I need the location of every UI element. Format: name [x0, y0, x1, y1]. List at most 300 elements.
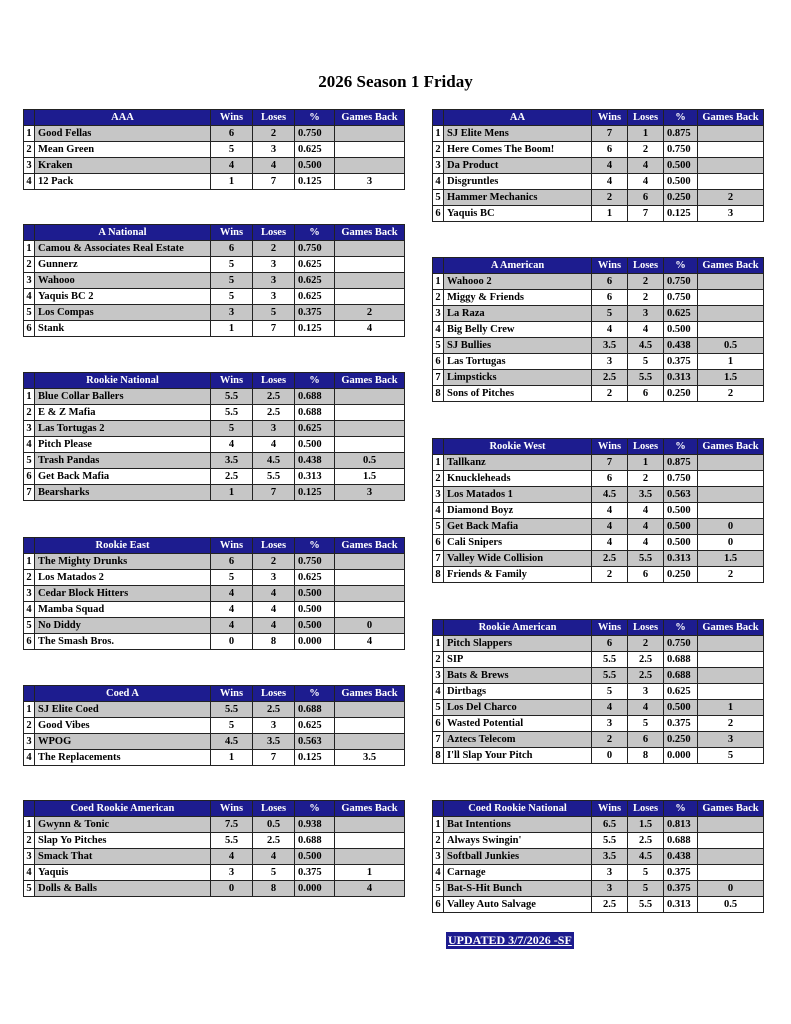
table-row: [433, 126, 764, 142]
table-row: [24, 142, 405, 158]
table-row: [433, 551, 764, 567]
pct-value: 0.688: [295, 833, 335, 849]
pct-value: 0.938: [295, 817, 335, 833]
team-name: Valley Auto Salvage: [444, 897, 592, 913]
games-back-value: 3: [698, 206, 764, 222]
games-back-value: 4: [335, 634, 405, 650]
team-name: Disgruntles: [444, 174, 592, 190]
pct-value: 0.375: [295, 305, 335, 321]
wins-header: Wins: [211, 686, 253, 702]
games-back-value: [335, 849, 405, 865]
loses-value: 4: [628, 503, 664, 519]
table-row: [433, 636, 764, 652]
games-back-header: Games Back: [698, 110, 764, 126]
pct-value: 0.500: [295, 602, 335, 618]
pct-value: 0.500: [295, 586, 335, 602]
standings-table-aa: [432, 109, 764, 222]
rank-number: 5: [433, 190, 444, 206]
wins-header: Wins: [592, 439, 628, 455]
table-row: [24, 750, 405, 766]
loses-value: 2: [253, 241, 295, 257]
wins-header: Wins: [592, 620, 628, 636]
table-row: [433, 338, 764, 354]
rank-number: 1: [433, 126, 444, 142]
wins-value: 1: [592, 206, 628, 222]
games-back-value: [335, 702, 405, 718]
table-row: [433, 158, 764, 174]
loses-header: Loses: [628, 439, 664, 455]
team-name: Wahooo: [35, 273, 211, 289]
loses-value: 5: [628, 865, 664, 881]
wins-value: 4: [592, 322, 628, 338]
team-name: Bats & Brews: [444, 668, 592, 684]
pct-value: 0.375: [295, 865, 335, 881]
rank-number: 2: [24, 257, 35, 273]
team-name: No Diddy: [35, 618, 211, 634]
wins-value: 4: [592, 519, 628, 535]
pct-value: 0.688: [664, 668, 698, 684]
games-back-value: [335, 142, 405, 158]
loses-value: 2: [628, 471, 664, 487]
table-row: [24, 586, 405, 602]
games-back-value: 1.5: [698, 551, 764, 567]
games-back-value: [698, 290, 764, 306]
table-row: [433, 274, 764, 290]
pct-value: 0.438: [295, 453, 335, 469]
standings-table-rookie-national: [23, 372, 405, 501]
table-row: [24, 257, 405, 273]
wins-value: 4: [211, 602, 253, 618]
pct-value: 0.313: [664, 370, 698, 386]
wins-header: Wins: [211, 538, 253, 554]
games-back-value: 0.5: [335, 453, 405, 469]
pct-value: 0.500: [664, 535, 698, 551]
rank-number: 6: [433, 354, 444, 370]
team-name: Camou & Associates Real Estate: [35, 241, 211, 257]
games-back-value: 2: [698, 716, 764, 732]
table-row: [433, 897, 764, 913]
table-row: [24, 389, 405, 405]
games-back-value: [335, 158, 405, 174]
wins-value: 2: [592, 732, 628, 748]
loses-header: Loses: [253, 373, 295, 389]
rank-number: 5: [24, 453, 35, 469]
rank-number: 3: [24, 273, 35, 289]
games-back-header: Games Back: [335, 225, 405, 241]
team-name: Mean Green: [35, 142, 211, 158]
table-row: [433, 519, 764, 535]
wins-value: 4: [592, 158, 628, 174]
rank-number: 2: [24, 142, 35, 158]
pct-value: 0.500: [295, 849, 335, 865]
wins-value: 5.5: [211, 833, 253, 849]
team-name: WPOG: [35, 734, 211, 750]
team-name: Aztecs Telecom: [444, 732, 592, 748]
team-name: Mamba Squad: [35, 602, 211, 618]
team-name: The Mighty Drunks: [35, 554, 211, 570]
loses-value: 3.5: [253, 734, 295, 750]
standings-table-rookie-east: [23, 537, 405, 650]
loses-value: 5: [253, 305, 295, 321]
team-name: Limpsticks: [444, 370, 592, 386]
wins-value: 1: [211, 485, 253, 501]
wins-value: 5.5: [592, 652, 628, 668]
division-name: A National: [35, 225, 211, 241]
table-row: [24, 453, 405, 469]
wins-value: 4: [592, 503, 628, 519]
wins-header: Wins: [211, 373, 253, 389]
standings-table-a-american: [432, 257, 764, 402]
games-back-value: 0.5: [698, 897, 764, 913]
loses-value: 4: [253, 849, 295, 865]
table-row: [433, 833, 764, 849]
table-row: [24, 602, 405, 618]
header-index-cell: [24, 801, 35, 817]
games-back-value: [335, 734, 405, 750]
pct-value: 0.875: [664, 126, 698, 142]
updated-note: UPDATED 3/7/2026 -SF: [448, 933, 572, 947]
header-index-cell: [24, 225, 35, 241]
wins-value: 2.5: [592, 897, 628, 913]
rank-number: 3: [24, 586, 35, 602]
team-name: Los Compas: [35, 305, 211, 321]
loses-value: 1.5: [628, 817, 664, 833]
table-row: [24, 817, 405, 833]
games-back-value: [335, 389, 405, 405]
games-back-value: 5: [698, 748, 764, 764]
team-name: Smack That: [35, 849, 211, 865]
wins-value: 6: [592, 636, 628, 652]
wins-value: 0: [592, 748, 628, 764]
pct-value: 0.125: [295, 750, 335, 766]
games-back-value: [335, 126, 405, 142]
wins-value: 4.5: [211, 734, 253, 750]
games-back-value: 1: [698, 354, 764, 370]
loses-value: 2: [628, 290, 664, 306]
table-row: [24, 321, 405, 337]
wins-value: 5.5: [211, 702, 253, 718]
games-back-value: 2: [698, 386, 764, 402]
wins-value: 2.5: [592, 551, 628, 567]
loses-value: 4.5: [253, 453, 295, 469]
loses-value: 2: [628, 142, 664, 158]
wins-value: 5: [211, 289, 253, 305]
wins-value: 4: [211, 618, 253, 634]
team-name: Trash Pandas: [35, 453, 211, 469]
rank-number: 7: [433, 551, 444, 567]
wins-value: 5: [211, 718, 253, 734]
rank-number: 2: [24, 570, 35, 586]
games-back-value: 3: [698, 732, 764, 748]
table-row: [433, 354, 764, 370]
team-name: Get Back Mafia: [35, 469, 211, 485]
rank-number: 1: [24, 817, 35, 833]
loses-header: Loses: [253, 538, 295, 554]
team-name: Gwynn & Tonic: [35, 817, 211, 833]
wins-value: 4: [592, 174, 628, 190]
wins-value: 5.5: [592, 668, 628, 684]
loses-value: 8: [253, 634, 295, 650]
table-row: [24, 570, 405, 586]
wins-value: 3: [592, 354, 628, 370]
wins-value: 4: [211, 586, 253, 602]
division-name: Coed Rookie National: [444, 801, 592, 817]
pct-value: 0.500: [664, 322, 698, 338]
standings-table-rookie-west: [432, 438, 764, 583]
table-row: [433, 652, 764, 668]
pct-header: %: [664, 439, 698, 455]
loses-value: 7: [253, 750, 295, 766]
rank-number: 8: [433, 748, 444, 764]
rank-number: 5: [433, 700, 444, 716]
team-name: SJ Elite Coed: [35, 702, 211, 718]
pct-value: 0.625: [664, 306, 698, 322]
rank-number: 1: [24, 554, 35, 570]
loses-value: 4: [253, 437, 295, 453]
pct-value: 0.250: [664, 732, 698, 748]
rank-number: 7: [433, 732, 444, 748]
rank-number: 2: [24, 405, 35, 421]
pct-header: %: [664, 801, 698, 817]
loses-value: 5: [253, 865, 295, 881]
rank-number: 8: [433, 386, 444, 402]
pct-value: 0.750: [295, 241, 335, 257]
team-name: Hammer Mechanics: [444, 190, 592, 206]
team-name: Here Comes The Boom!: [444, 142, 592, 158]
games-back-value: [698, 817, 764, 833]
loses-header: Loses: [253, 225, 295, 241]
wins-value: 3: [211, 305, 253, 321]
pct-header: %: [295, 225, 335, 241]
wins-value: 6: [211, 554, 253, 570]
wins-value: 4: [211, 158, 253, 174]
division-name: Rookie West: [444, 439, 592, 455]
pct-value: 0.438: [664, 849, 698, 865]
table-row: [24, 865, 405, 881]
loses-value: 7: [253, 174, 295, 190]
table-row: [24, 833, 405, 849]
rank-number: 7: [24, 485, 35, 501]
games-back-value: [698, 865, 764, 881]
loses-value: 5: [628, 881, 664, 897]
table-row: [24, 158, 405, 174]
wins-value: 6: [592, 142, 628, 158]
team-name: Gunnerz: [35, 257, 211, 273]
pct-value: 0.750: [664, 636, 698, 652]
team-name: 12 Pack: [35, 174, 211, 190]
wins-header: Wins: [592, 801, 628, 817]
games-back-value: [698, 849, 764, 865]
pct-header: %: [664, 110, 698, 126]
wins-header: Wins: [592, 110, 628, 126]
loses-value: 7: [253, 321, 295, 337]
pct-value: 0.625: [295, 289, 335, 305]
pct-value: 0.563: [664, 487, 698, 503]
pct-value: 0.750: [664, 290, 698, 306]
rank-number: 7: [433, 370, 444, 386]
team-name: The Smash Bros.: [35, 634, 211, 650]
table-row: [24, 618, 405, 634]
team-name: Los Matados 2: [35, 570, 211, 586]
loses-value: 4: [628, 519, 664, 535]
loses-value: 3: [253, 289, 295, 305]
team-name: Miggy & Friends: [444, 290, 592, 306]
wins-value: 5: [211, 570, 253, 586]
loses-value: 6: [628, 386, 664, 402]
wins-value: 4: [211, 437, 253, 453]
rank-number: 1: [24, 126, 35, 142]
pct-value: 0.500: [295, 158, 335, 174]
pct-value: 0.313: [664, 551, 698, 567]
rank-number: 8: [433, 567, 444, 583]
games-back-value: [698, 274, 764, 290]
pct-value: 0.500: [664, 700, 698, 716]
wins-value: 6.5: [592, 817, 628, 833]
loses-header: Loses: [253, 110, 295, 126]
header-index-cell: [433, 258, 444, 274]
loses-value: 5.5: [628, 897, 664, 913]
team-name: SJ Elite Mens: [444, 126, 592, 142]
loses-value: 1: [628, 455, 664, 471]
table-row: [433, 487, 764, 503]
division-name: Coed Rookie American: [35, 801, 211, 817]
wins-value: 5.5: [211, 405, 253, 421]
wins-value: 1: [211, 174, 253, 190]
pct-value: 0.750: [664, 471, 698, 487]
wins-value: 7.5: [211, 817, 253, 833]
table-row: [24, 634, 405, 650]
rank-number: 4: [24, 437, 35, 453]
wins-value: 0: [211, 881, 253, 897]
games-back-value: 3: [335, 174, 405, 190]
table-row: [24, 289, 405, 305]
header-index-cell: [433, 620, 444, 636]
loses-value: 2.5: [253, 389, 295, 405]
division-name: Rookie National: [35, 373, 211, 389]
loses-value: 7: [628, 206, 664, 222]
rank-number: 4: [433, 865, 444, 881]
table-row: [433, 849, 764, 865]
page-title: 2026 Season 1 Friday: [318, 72, 473, 91]
games-back-value: [698, 487, 764, 503]
team-name: Valley Wide Collision: [444, 551, 592, 567]
games-back-value: [698, 652, 764, 668]
division-name: AAA: [35, 110, 211, 126]
division-name: Rookie East: [35, 538, 211, 554]
team-name: SJ Bullies: [444, 338, 592, 354]
games-back-value: 1: [698, 700, 764, 716]
games-back-value: 2: [698, 190, 764, 206]
wins-value: 6: [592, 471, 628, 487]
games-back-value: 1: [335, 865, 405, 881]
games-back-value: [335, 289, 405, 305]
loses-value: 8: [253, 881, 295, 897]
team-name: Kraken: [35, 158, 211, 174]
table-row: [433, 503, 764, 519]
team-name: Cedar Block Hitters: [35, 586, 211, 602]
games-back-value: [335, 718, 405, 734]
rank-number: 1: [433, 636, 444, 652]
loses-header: Loses: [628, 620, 664, 636]
wins-value: 3: [592, 716, 628, 732]
table-row: [433, 684, 764, 700]
pct-value: 0.000: [295, 881, 335, 897]
table-row: [433, 386, 764, 402]
games-back-value: 0.5: [698, 338, 764, 354]
wins-header: Wins: [211, 225, 253, 241]
pct-value: 0.688: [664, 833, 698, 849]
loses-value: 2: [253, 554, 295, 570]
rank-number: 1: [433, 455, 444, 471]
wins-value: 0: [211, 634, 253, 650]
rank-number: 3: [24, 849, 35, 865]
loses-header: Loses: [253, 686, 295, 702]
pct-header: %: [664, 258, 698, 274]
pct-value: 0.250: [664, 386, 698, 402]
wins-value: 5.5: [211, 389, 253, 405]
pct-value: 0.500: [664, 158, 698, 174]
pct-value: 0.688: [295, 405, 335, 421]
rank-number: 1: [24, 241, 35, 257]
wins-value: 2.5: [211, 469, 253, 485]
pct-value: 0.625: [295, 718, 335, 734]
games-back-value: 3.5: [335, 750, 405, 766]
games-back-value: [335, 570, 405, 586]
loses-value: 3: [253, 142, 295, 158]
pct-value: 0.750: [664, 142, 698, 158]
division-name: Rookie American: [444, 620, 592, 636]
loses-value: 4: [628, 535, 664, 551]
loses-value: 4: [253, 586, 295, 602]
loses-value: 2: [628, 636, 664, 652]
rank-number: 1: [433, 274, 444, 290]
rank-number: 1: [24, 389, 35, 405]
wins-value: 5: [211, 421, 253, 437]
loses-value: 3: [253, 421, 295, 437]
team-name: Good Vibes: [35, 718, 211, 734]
games-back-value: [698, 636, 764, 652]
pct-value: 0.375: [664, 865, 698, 881]
wins-value: 3.5: [592, 338, 628, 354]
wins-value: 3: [592, 881, 628, 897]
wins-value: 5: [211, 273, 253, 289]
rank-number: 2: [433, 471, 444, 487]
rank-number: 6: [24, 321, 35, 337]
team-name: La Raza: [444, 306, 592, 322]
team-name: E & Z Mafia: [35, 405, 211, 421]
wins-value: 2.5: [592, 370, 628, 386]
team-name: Yaquis BC 2: [35, 289, 211, 305]
games-back-value: [698, 174, 764, 190]
pct-value: 0.313: [295, 469, 335, 485]
team-name: Wasted Potential: [444, 716, 592, 732]
pct-header: %: [295, 801, 335, 817]
standings-table-coed-rookie-national: [432, 800, 764, 913]
team-name: The Replacements: [35, 750, 211, 766]
team-name: Cali Snipers: [444, 535, 592, 551]
team-name: Knuckleheads: [444, 471, 592, 487]
games-back-header: Games Back: [698, 258, 764, 274]
loses-value: 6: [628, 190, 664, 206]
games-back-value: [698, 503, 764, 519]
loses-value: 2.5: [628, 668, 664, 684]
standings-table-rookie-american: [432, 619, 764, 764]
pct-value: 0.625: [295, 257, 335, 273]
pct-value: 0.750: [664, 274, 698, 290]
pct-value: 0.500: [664, 519, 698, 535]
loses-value: 3: [628, 306, 664, 322]
loses-header: Loses: [628, 258, 664, 274]
